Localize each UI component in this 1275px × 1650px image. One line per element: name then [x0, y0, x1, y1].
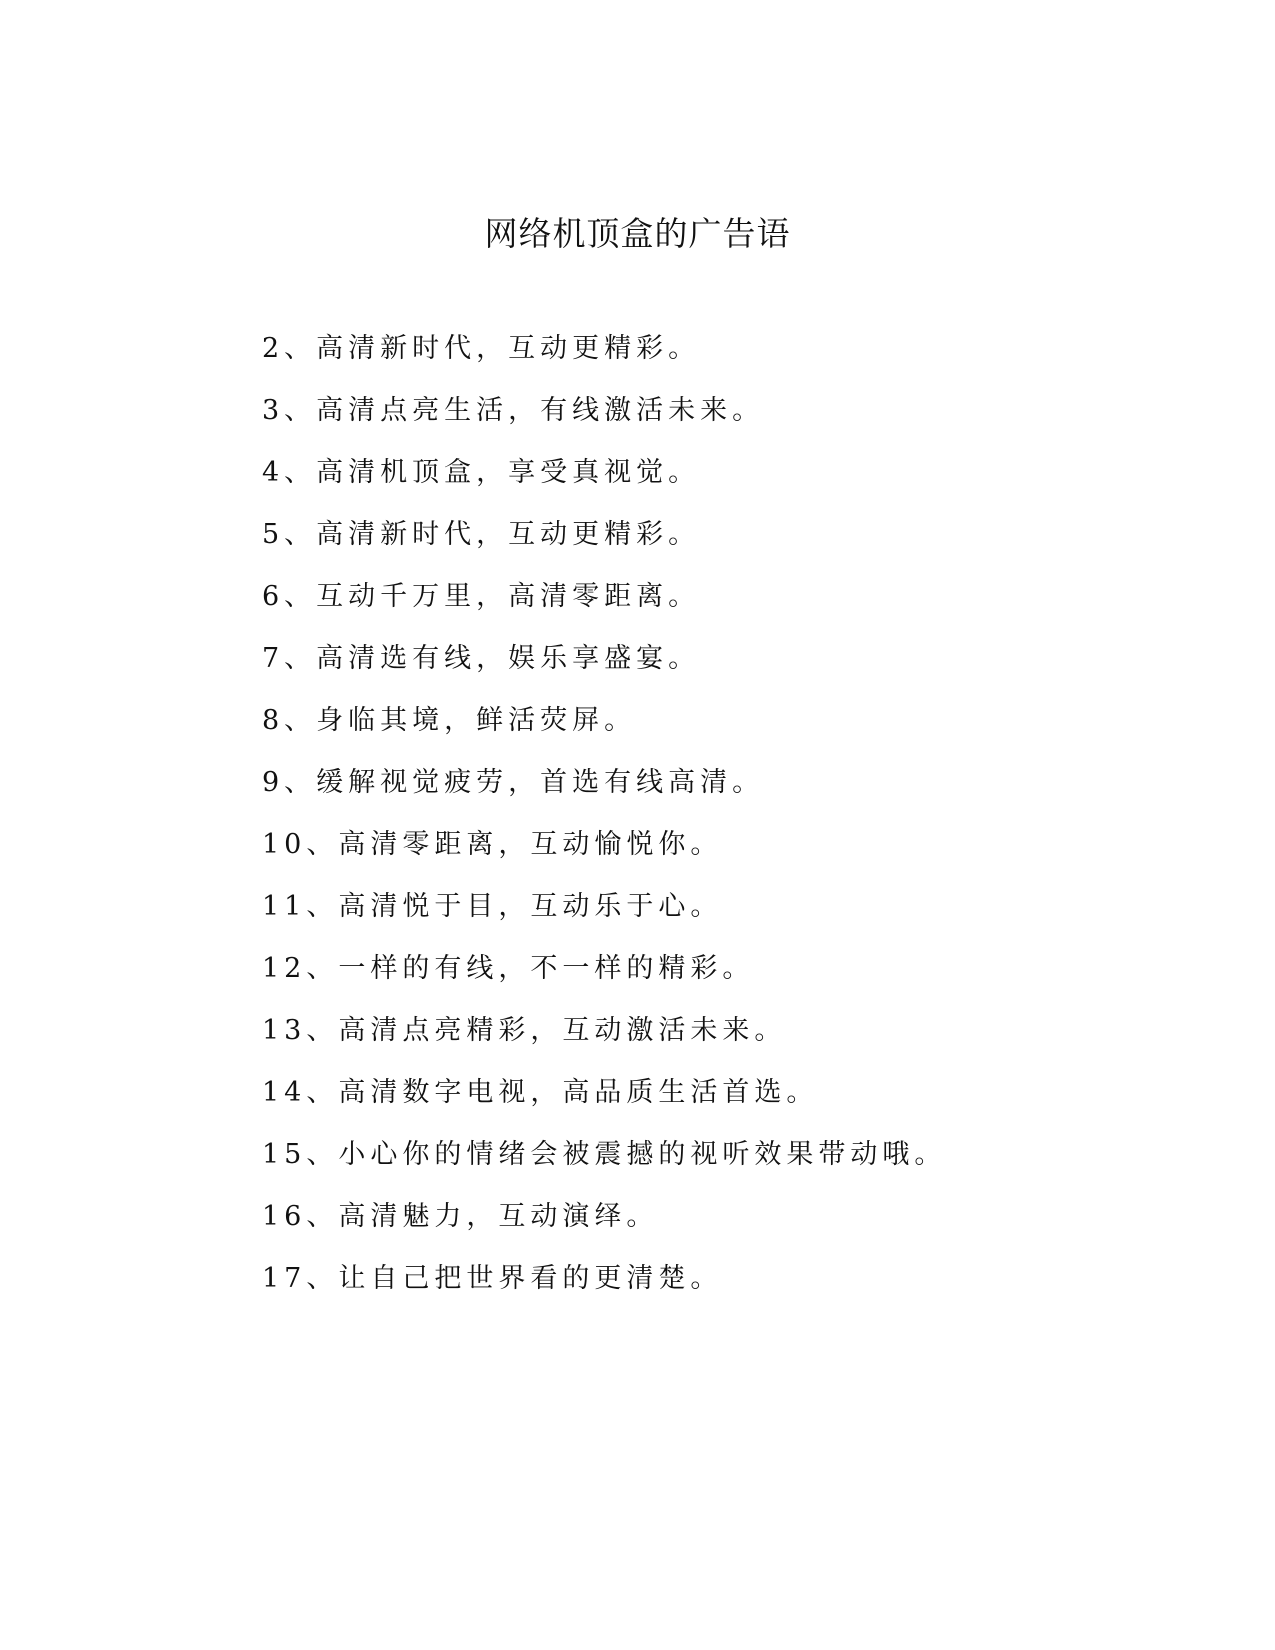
list-item: 17、让自己把世界看的更清楚。 [262, 1263, 723, 1294]
list-item: 4、高清机顶盒，享受真视觉。 [262, 457, 701, 488]
list-item: 8、身临其境，鲜活荧屏。 [262, 705, 637, 736]
list-item: 3、高清点亮生活，有线激活未来。 [262, 395, 765, 426]
list-item: 14、高清数字电视，高品质生活首选。 [262, 1077, 819, 1108]
list-item: 13、高清点亮精彩，互动激活未来。 [262, 1015, 787, 1046]
list-item: 10、高清零距离，互动愉悦你。 [262, 829, 723, 860]
list-item: 15、小心你的情绪会被震撼的视听效果带动哦。 [262, 1139, 947, 1170]
list-item: 9、缓解视觉疲劳，首选有线高清。 [262, 767, 765, 798]
list-item: 16、高清魅力，互动演绎。 [262, 1201, 659, 1232]
list-item: 7、高清选有线，娱乐享盛宴。 [262, 643, 701, 674]
list-item: 11、高清悦于目，互动乐于心。 [262, 891, 723, 922]
slogan-list [262, 327, 1162, 1319]
list-item: 5、高清新时代，互动更精彩。 [262, 519, 701, 550]
list-item: 2、高清新时代，互动更精彩。 [262, 333, 701, 364]
document-title: 网络机顶盒的广告语 [484, 214, 791, 253]
list-item: 6、互动千万里，高清零距离。 [262, 581, 701, 612]
list-item: 12、一样的有线，不一样的精彩。 [262, 953, 755, 984]
